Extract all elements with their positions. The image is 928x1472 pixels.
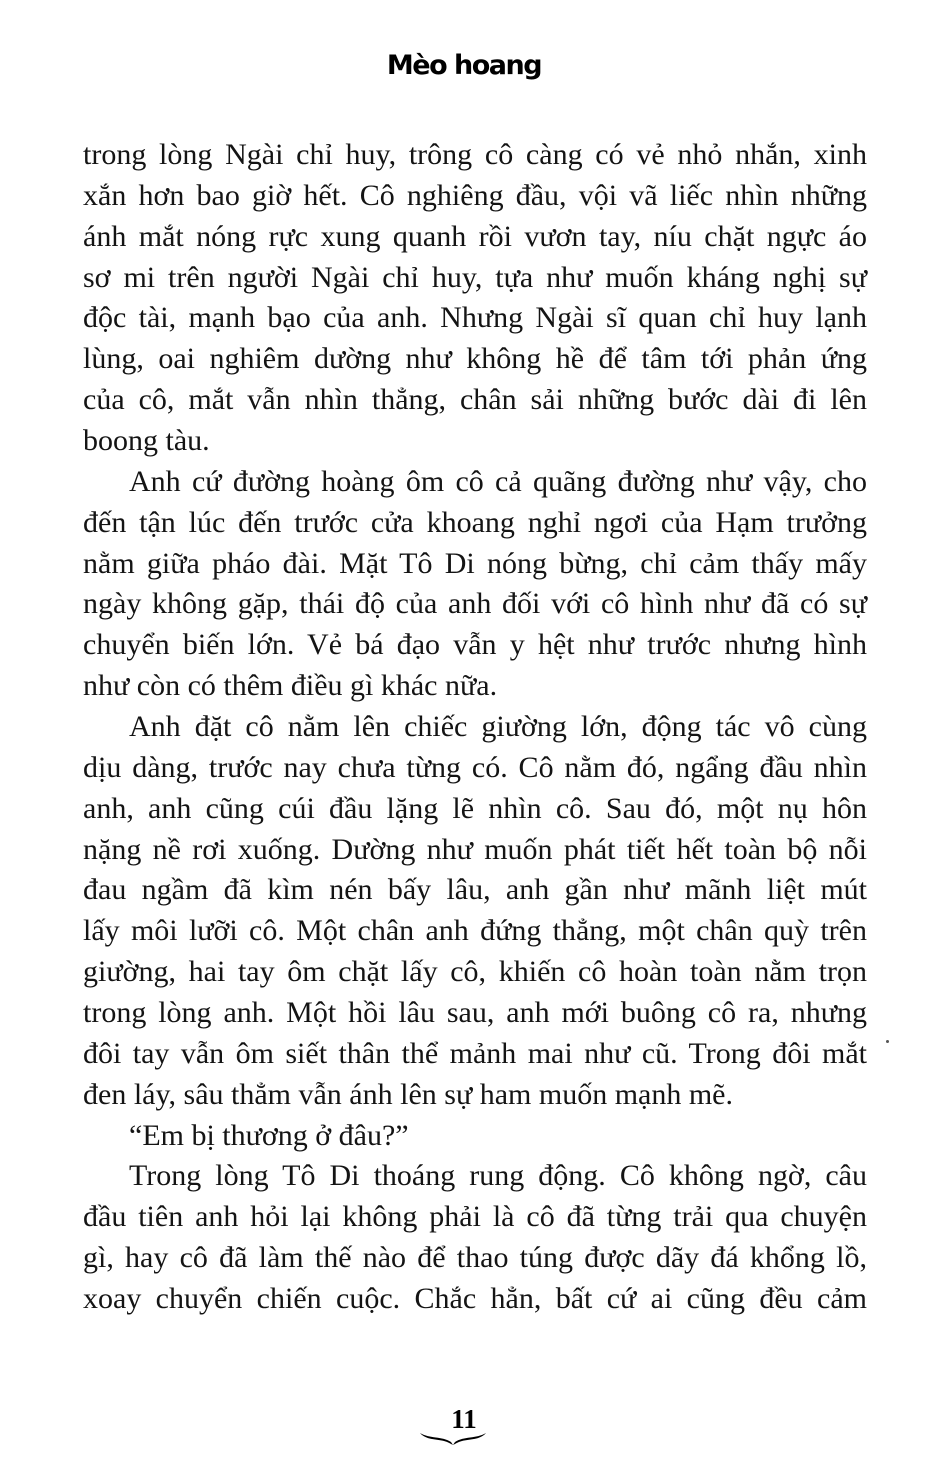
- text-line: dịu dàng, trước nay chưa từng có. Cô nằm đó, ngẩng đầu nhìn: [83, 750, 867, 784]
- text-line: lấy môi lưỡi cô. Một chân anh đứng thẳng, một chân quỳ trên: [83, 914, 867, 948]
- text-line: sơ mi trên người Ngài chỉ huy, tựa như muốn kháng nghị sự: [83, 260, 867, 294]
- text-line: gì, hay cô đã làm thế nào để thao túng được dãy đá khổng lồ,: [83, 1241, 867, 1275]
- text-line: anh, anh cũng cúi đầu lặng lẽ nhìn cô. Sau đó, một nụ hôn: [83, 791, 867, 825]
- text-line: như còn có thêm điều gì khác nữa.: [83, 669, 498, 703]
- text-line: trong lòng Ngài chỉ huy, trông cô càng có vẻ nhỏ nhắn, xinh: [83, 138, 867, 171]
- text-line: xoay chuyển chiến cuộc. Chắc hẳn, bất cứ ai cũng đều cảm: [83, 1282, 867, 1316]
- text-line: ánh mắt nóng rực xung quanh rồi vươn tay, níu chặt ngực áo: [83, 219, 867, 253]
- wing-flourish-icon: [418, 1430, 488, 1446]
- text-line: của cô, mắt vẫn nhìn thẳng, chân sải những bước dài đi lên: [83, 383, 867, 417]
- text-line: Trong lòng Tô Di thoáng rung động. Cô không ngờ, câu: [129, 1159, 867, 1193]
- text-line: đau ngầm đã kìm nén bấy lâu, anh gần như mãnh liệt mút: [83, 873, 867, 907]
- text-line: đầu tiên anh hỏi lại không phải là cô đã từng trải qua chuyện: [83, 1200, 867, 1234]
- scan-speck: [886, 1040, 889, 1043]
- text-line: boong tàu.: [83, 424, 210, 458]
- text-line: lùng, oai nghiêm dường như không hề để tâm tới phản ứng: [83, 342, 867, 376]
- text-line: xắn hơn bao giờ hết. Cô nghiêng đầu, vội vã liếc nhìn những: [83, 178, 867, 212]
- text-line: trong lòng anh. Một hồi lâu sau, anh mới buông cô ra, nhưng: [83, 996, 867, 1030]
- running-head-title: Mèo hoang: [386, 50, 542, 81]
- text-line: Anh cứ đường hoàng ôm cô cả quãng đường như vậy, cho: [129, 464, 867, 498]
- text-line: Anh đặt cô nằm lên chiếc giường lớn, động tác vô cùng: [129, 710, 867, 744]
- text-line: độc tài, mạnh bạo của anh. Nhưng Ngài sĩ quan chỉ huy lạnh: [83, 301, 867, 335]
- body-text: [83, 135, 867, 1320]
- text-line: nặng nề rơi xuống. Dường như muốn phát tiết hết toàn bộ nỗi: [83, 832, 867, 866]
- text-line: đôi tay vẫn ôm siết thân thể mảnh mai như cũ. Trong đôi mắt: [83, 1036, 867, 1070]
- text-line: giường, hai tay ôm chặt lấy cô, khiến cô hoàn toàn nằm trọn: [83, 955, 867, 989]
- text-line: đến tận lúc đến trước cửa khoang nghỉ ngơi của Hạm trưởng: [83, 505, 867, 539]
- text-line: đen láy, sâu thẳm vẫn ánh lên sự ham muốn mạnh mẽ.: [83, 1077, 733, 1111]
- text-line: ngày không gặp, thái độ của anh đối với cô hình như đã có sự: [83, 587, 867, 621]
- text-line: nằm giữa pháo đài. Mặt Tô Di nóng bừng, chỉ cảm thấy mấy: [83, 546, 867, 580]
- text-line: chuyển biến lớn. Vẻ bá đạo vẫn y hệt như trước nhưng hình: [83, 628, 867, 662]
- page-number: 11: [451, 1404, 477, 1434]
- text-line: “Em bị thương ở đâu?”: [129, 1118, 409, 1152]
